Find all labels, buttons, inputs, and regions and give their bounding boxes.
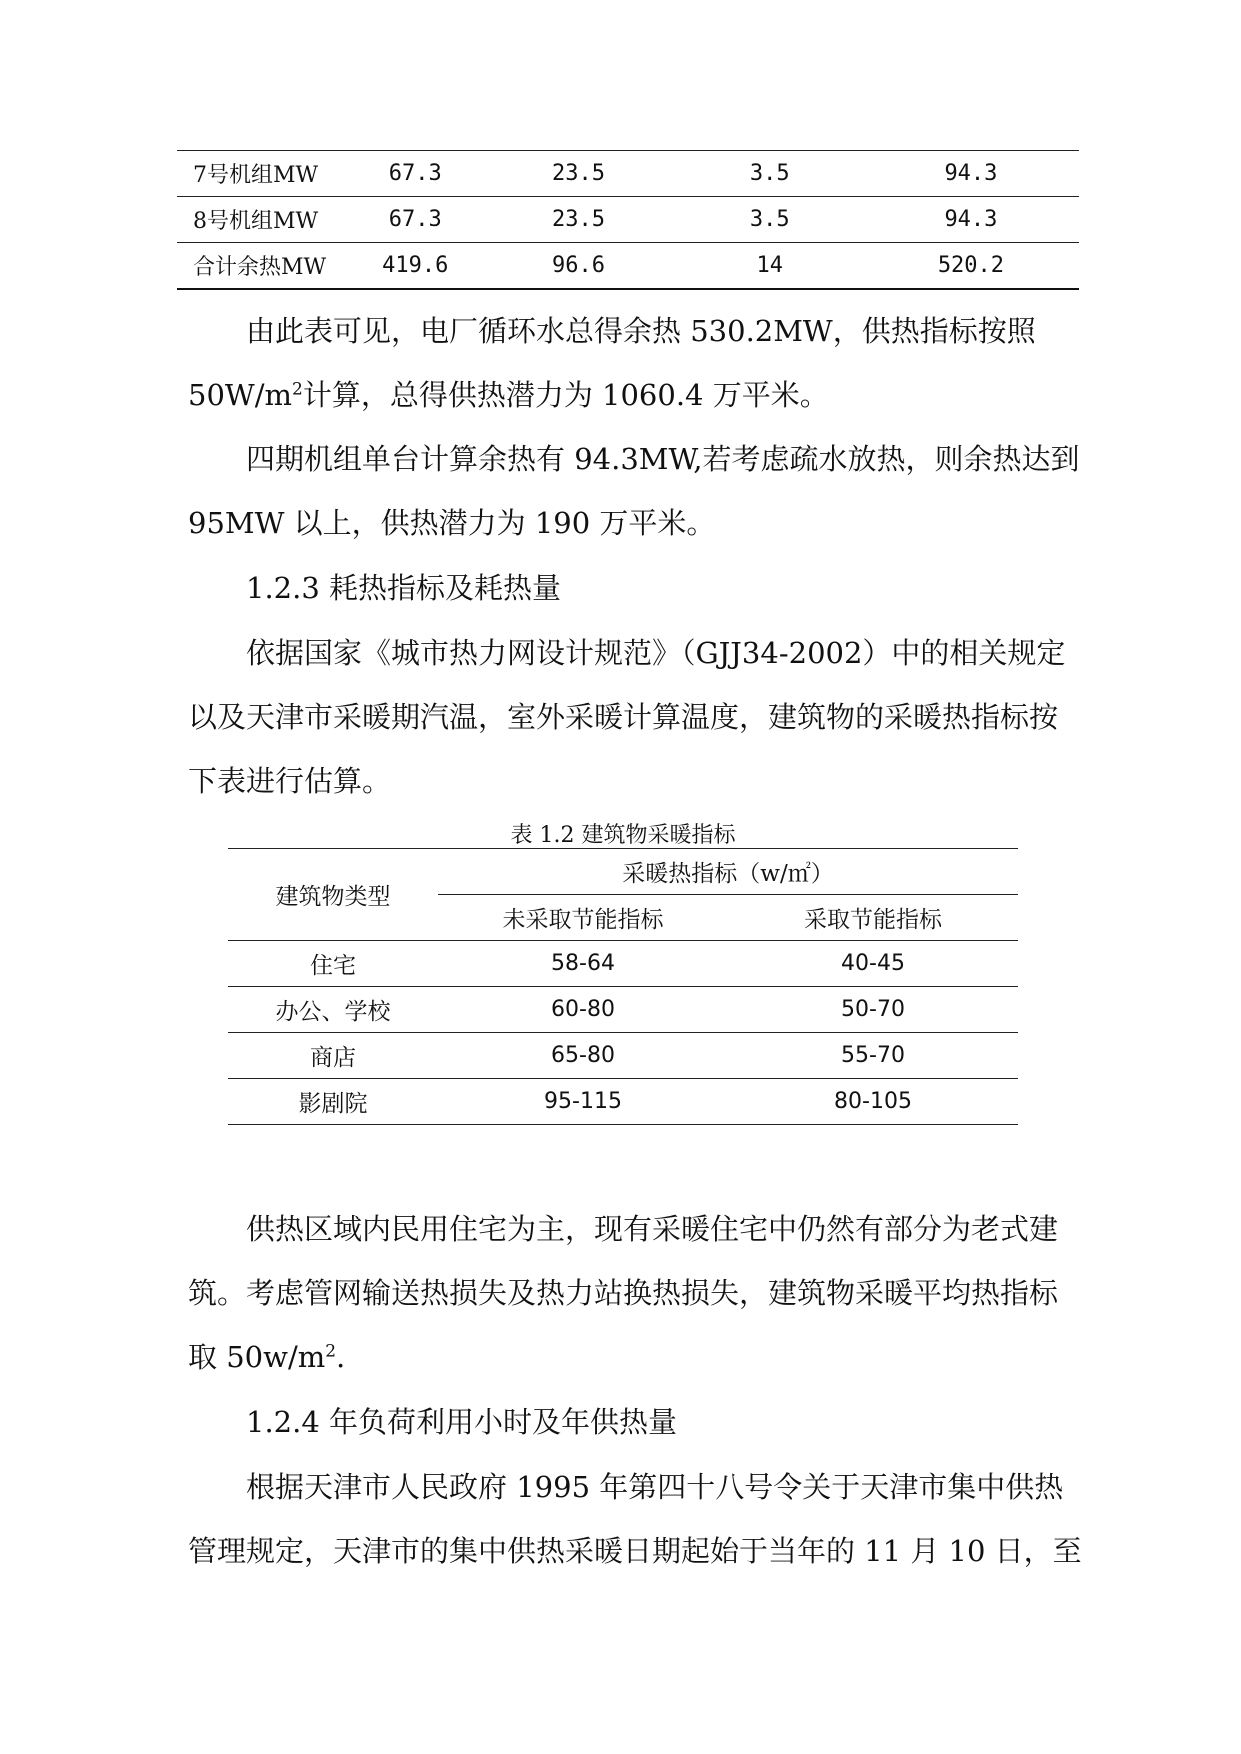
table-cell: 商店 bbox=[228, 1033, 438, 1079]
paragraph-line bbox=[188, 1335, 345, 1376]
table-cell: 419.6 bbox=[382, 253, 449, 278]
paragraph-line bbox=[188, 373, 829, 414]
table-cell: 80-105 bbox=[728, 1079, 1018, 1125]
table-cell: 3.5 bbox=[749, 161, 790, 186]
table-row bbox=[177, 197, 1079, 243]
unit-heat-table bbox=[177, 150, 1079, 290]
table-cell: 520.2 bbox=[937, 253, 1005, 278]
paragraph-line: 筑。考虑管网输送热损失及热力站换热损失，建筑物采暖平均热指标 bbox=[188, 1276, 1059, 1310]
table-cell: 合计余热MW bbox=[193, 255, 327, 280]
paragraph-line: 由此表可见，电厂循环水总得余热 530.2MW，供热指标按照 bbox=[246, 314, 1036, 348]
table-cell: 23.5 bbox=[552, 207, 606, 232]
table-cell: 67.3 bbox=[388, 161, 442, 186]
table-cell: 95-115 bbox=[438, 1079, 728, 1125]
superscript: 2 bbox=[291, 379, 303, 400]
table-cell: 94.3 bbox=[944, 207, 998, 232]
table-row bbox=[177, 243, 1079, 290]
table-cell: 58-64 bbox=[438, 941, 728, 987]
table-cell: 3.5 bbox=[749, 207, 790, 232]
table-cell: 办公、学校 bbox=[228, 987, 438, 1033]
table-cell: 50-70 bbox=[728, 987, 1018, 1033]
table-row bbox=[228, 987, 1018, 1033]
paragraph-line: 供热区域内民用住宅为主，现有采暖住宅中仍然有部分为老式建 bbox=[246, 1212, 1059, 1246]
paragraph-line: 依据国家《城市热力网设计规范》（GJJ34-2002）中的相关规定 bbox=[246, 636, 1066, 670]
text-run: 50W/m bbox=[188, 378, 292, 412]
table-cell: 94.3 bbox=[944, 161, 998, 186]
table-row bbox=[228, 1079, 1018, 1125]
text-run: 取 50w/m bbox=[188, 1340, 326, 1374]
table-cell: 55-70 bbox=[728, 1033, 1018, 1079]
table-cell: 96.6 bbox=[552, 253, 606, 278]
text-run: . bbox=[336, 1340, 346, 1374]
table-cell: 14 bbox=[756, 253, 784, 278]
table-cell: 60-80 bbox=[438, 987, 728, 1033]
paragraph-line: 以及天津市采暖期汽温，室外采暖计算温度，建筑物的采暖热指标按 bbox=[188, 700, 1059, 734]
table-row bbox=[177, 151, 1079, 197]
paragraph-line: 管理规定，天津市的集中供热采暖日期起始于当年的 11 月 10 日，至 bbox=[188, 1534, 1082, 1568]
table-cell: 65-80 bbox=[438, 1033, 728, 1079]
building-heating-table bbox=[228, 848, 1018, 1125]
table-caption: 表 1.2 建筑物采暖指标 bbox=[510, 823, 736, 848]
header-heating-index: 采暖热指标（w/㎡） bbox=[438, 849, 1018, 895]
header-no-saving: 未采取节能指标 bbox=[438, 895, 728, 941]
table-cell: 23.5 bbox=[552, 161, 606, 186]
table-cell: 8号机组MW bbox=[193, 209, 319, 234]
paragraph-line: 下表进行估算。 bbox=[188, 764, 392, 798]
header-saving: 采取节能指标 bbox=[728, 895, 1018, 941]
table-cell: 住宅 bbox=[228, 941, 438, 987]
table-row bbox=[228, 941, 1018, 987]
section-heading: 1.2.3 耗热指标及耗热量 bbox=[246, 571, 562, 605]
text-run: 计算，总得供热潜力为 1060.4 万平米。 bbox=[302, 378, 829, 412]
paragraph-line: 95MW 以上，供热潜力为 190 万平米。 bbox=[188, 506, 716, 540]
table-row bbox=[228, 1033, 1018, 1079]
table-header-row bbox=[228, 849, 1018, 895]
table-cell: 67.3 bbox=[388, 207, 442, 232]
table-cell: 40-45 bbox=[728, 941, 1018, 987]
paragraph-line: 四期机组单台计算余热有 94.3MW,若考虑疏水放热，则余热达到 bbox=[246, 442, 1080, 476]
table-cell: 影剧院 bbox=[228, 1079, 438, 1125]
section-heading: 1.2.4 年负荷利用小时及年供热量 bbox=[246, 1405, 678, 1439]
superscript: 2 bbox=[325, 1341, 337, 1362]
header-building-type: 建筑物类型 bbox=[228, 849, 438, 941]
table-cell: 7号机组MW bbox=[193, 163, 319, 188]
paragraph-line: 根据天津市人民政府 1995 年第四十八号令关于天津市集中供热 bbox=[246, 1470, 1064, 1504]
